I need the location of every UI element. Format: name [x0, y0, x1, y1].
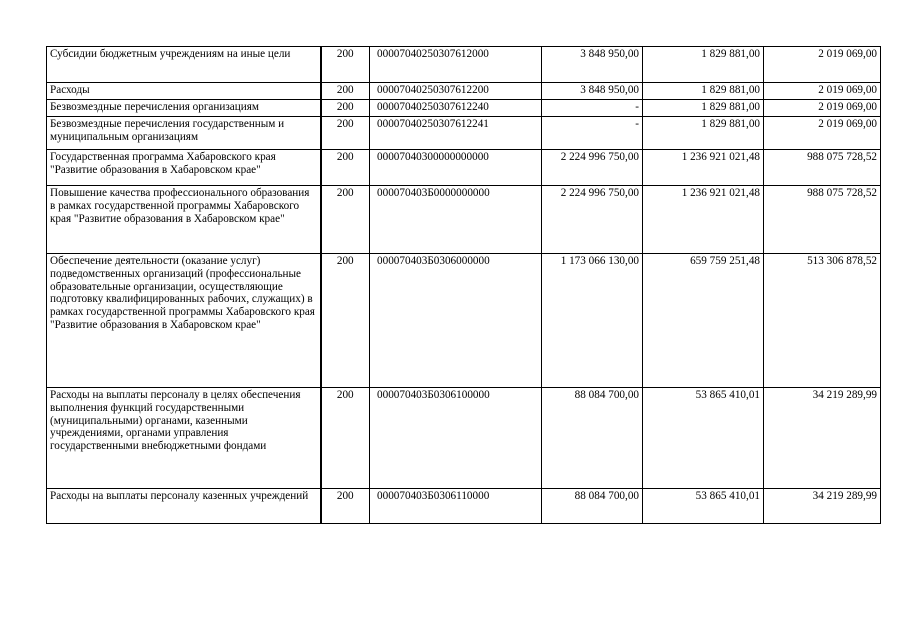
row-kbk: 000070403Б0306110000 [370, 489, 542, 524]
row-executed: 1 829 881,00 [643, 83, 764, 100]
row-assigned: 88 084 700,00 [542, 388, 643, 489]
row-executed: 1 829 881,00 [643, 47, 764, 83]
row-remaining: 2 019 069,00 [764, 47, 881, 83]
row-remaining: 513 306 878,52 [764, 254, 881, 388]
table-row [47, 489, 881, 524]
row-assigned: - [542, 100, 643, 117]
table-row [47, 254, 881, 388]
row-remaining: 988 075 728,52 [764, 186, 881, 254]
row-name: Расходы [47, 83, 321, 100]
document-page [46, 46, 880, 524]
row-executed: 659 759 251,48 [643, 254, 764, 388]
row-name: Государственная программа Хабаровского края "Развитие образования в Хабаровском крае" [47, 150, 321, 186]
row-kbk: 00007040250307612240 [370, 100, 542, 117]
row-kbk: 000070403Б0306100000 [370, 388, 542, 489]
table-row [47, 100, 881, 117]
row-name: Обеспечение деятельности (оказание услуг) подведомственных организаций (профессиональные образовательные организации, осуществляющие подготовку квалифицированных рабочих, служащих) в рамках государственной программы Хабаровского края "Развитие образования в Хабаровском крае" [47, 254, 321, 388]
row-code: 200 [321, 254, 370, 388]
table-row [47, 150, 881, 186]
row-code: 200 [321, 489, 370, 524]
row-name: Субсидии бюджетным учреждениям на иные цели [47, 47, 321, 83]
row-remaining: 988 075 728,52 [764, 150, 881, 186]
row-code: 200 [321, 47, 370, 83]
row-assigned: - [542, 117, 643, 150]
budget-execution-table [46, 46, 881, 524]
row-executed: 53 865 410,01 [643, 489, 764, 524]
row-code: 200 [321, 100, 370, 117]
row-assigned: 2 224 996 750,00 [542, 150, 643, 186]
row-remaining: 2 019 069,00 [764, 83, 881, 100]
row-remaining: 2 019 069,00 [764, 117, 881, 150]
row-executed: 53 865 410,01 [643, 388, 764, 489]
row-assigned: 3 848 950,00 [542, 83, 643, 100]
row-kbk: 00007040250307612000 [370, 47, 542, 83]
table-row [47, 388, 881, 489]
row-kbk: 00007040250307612241 [370, 117, 542, 150]
row-kbk: 00007040250307612200 [370, 83, 542, 100]
row-code: 200 [321, 83, 370, 100]
table-row [47, 117, 881, 150]
row-executed: 1 236 921 021,48 [643, 150, 764, 186]
row-assigned: 1 173 066 130,00 [542, 254, 643, 388]
row-code: 200 [321, 186, 370, 254]
table-row [47, 83, 881, 100]
row-assigned: 2 224 996 750,00 [542, 186, 643, 254]
row-code: 200 [321, 388, 370, 489]
row-name: Расходы на выплаты персоналу казенных учреждений [47, 489, 321, 524]
row-code: 200 [321, 117, 370, 150]
row-remaining: 34 219 289,99 [764, 489, 881, 524]
row-kbk: 000070403Б0000000000 [370, 186, 542, 254]
row-remaining: 34 219 289,99 [764, 388, 881, 489]
row-code: 200 [321, 150, 370, 186]
row-name: Безвозмездные перечисления организациям [47, 100, 321, 117]
row-name: Расходы на выплаты персоналу в целях обеспечения выполнения функций государственными (муниципальными) органами, казенными учреждениями, органами управления государственными внебюджетными фондами [47, 388, 321, 489]
row-remaining: 2 019 069,00 [764, 100, 881, 117]
row-name: Повышение качества профессионального образования в рамках государственной программы Хабаровского края "Развитие образования в Хабаровском крае" [47, 186, 321, 254]
row-kbk: 00007040300000000000 [370, 150, 542, 186]
row-assigned: 88 084 700,00 [542, 489, 643, 524]
table-row [47, 186, 881, 254]
table-row [47, 47, 881, 83]
row-assigned: 3 848 950,00 [542, 47, 643, 83]
row-executed: 1 236 921 021,48 [643, 186, 764, 254]
row-executed: 1 829 881,00 [643, 100, 764, 117]
row-name: Безвозмездные перечисления государственным и муниципальным организациям [47, 117, 321, 150]
row-executed: 1 829 881,00 [643, 117, 764, 150]
row-kbk: 000070403Б0306000000 [370, 254, 542, 388]
